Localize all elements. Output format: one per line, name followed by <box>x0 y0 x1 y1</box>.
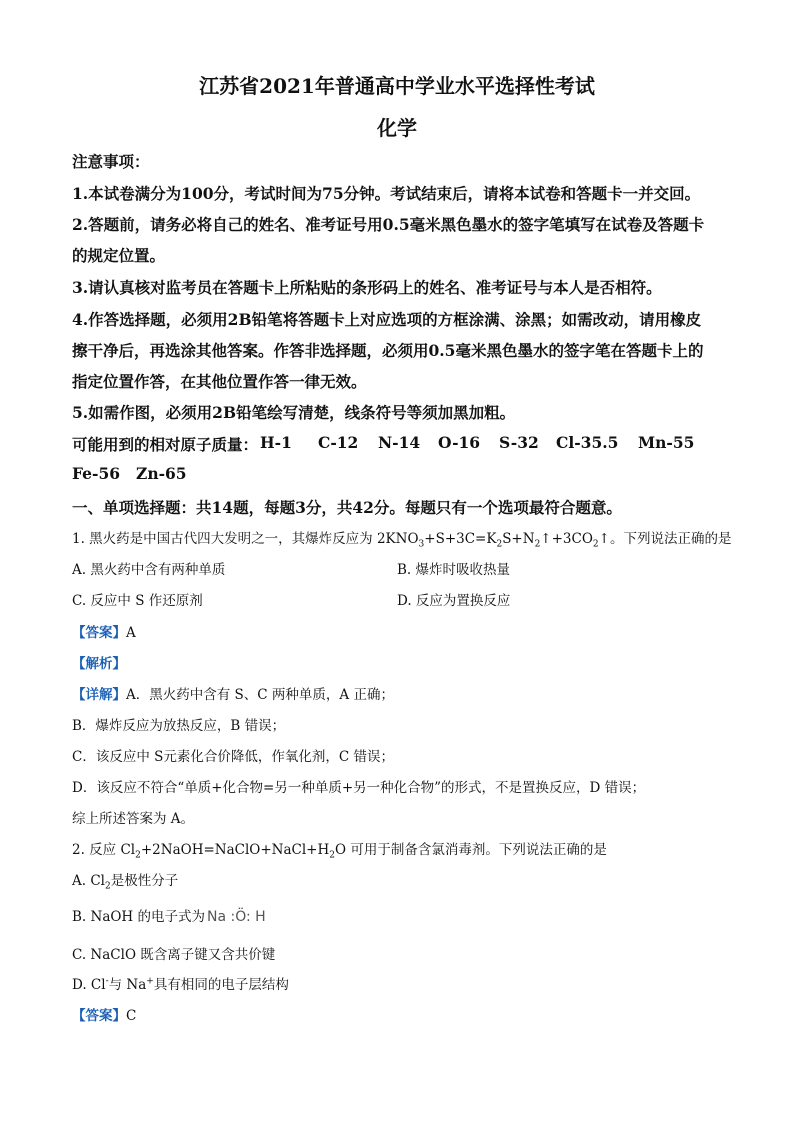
atomic-mass: H-1 <box>260 433 292 452</box>
q2-option-d: D. Cl-与 Na+具有相同的电子层结构 <box>72 976 289 993</box>
atomic-mass: Cl-35.5 <box>556 433 619 452</box>
q1-option-a: A. 黑火药中含有两种单质 <box>72 562 226 578</box>
q1-option-c: C. 反应中 S 作还原剂 <box>72 593 203 609</box>
analysis-tag: 【解析】 <box>72 656 126 672</box>
notice-item-4-cont: 擦干净后，再选涂其他答案。作答非选择题，必须用0.5毫米黑色墨水的签字笔在答题卡上的 <box>72 341 704 360</box>
answer-value: C <box>126 1008 137 1024</box>
q1-option-b: B. 爆炸时吸收热量 <box>397 562 511 578</box>
atomic-mass: Fe-56 <box>72 464 121 483</box>
q2-option-b: B. NaOH 的电子式为 Na :Ö: H <box>72 909 266 925</box>
notice-item-1: 1.本试卷满分为100分，考试时间为75分钟。考试结束后，请将本试卷和答题卡一并交回。 <box>72 184 701 203</box>
q1-detail-c: C．该反应中 S元素化合价降低，作氧化剂，C 错误； <box>72 749 394 765</box>
section-1-heading: 一、单项选择题：共14题，每题3分，共42分。每题只有一个选项最符合题意。 <box>72 498 622 517</box>
atomic-mass: O-16 <box>438 433 481 452</box>
q1-option-d: D. 反应为置换反应 <box>397 593 511 609</box>
atomic-mass: Zn-65 <box>136 464 187 483</box>
q1-detail-b: B．爆炸反应为放热反应，B 错误； <box>72 718 286 734</box>
q1-summary: 综上所述答案为 A。 <box>72 811 195 827</box>
q1-detail-d: D．该反应不符合“单质+化合物=另一种单质+另一种化合物”的形式，不是置换反应，D 错误； <box>72 780 646 796</box>
atomic-masses-label: 可能用到的相对原子质量： <box>72 435 259 454</box>
detail-tag: 【详解】 <box>72 687 126 703</box>
atomic-mass: N-14 <box>378 433 421 452</box>
exam-title: 江苏省2021年普通高中学业水平选择性考试 <box>199 74 595 98</box>
notice-heading: 注意事项： <box>72 152 150 171</box>
subject-title: 化学 <box>377 116 417 140</box>
question-2-stem: 2. 反应 $Cl_2+2NaOH=NaClO+NaCl+H_2O$ 可用于制备含氯消毒剂。下列说法正确的是 <box>72 842 607 861</box>
naoh-electron-formula: Na :Ö: H <box>207 909 266 925</box>
question-1-stem: 1. 黑火药是中国古代四大发明之一，其爆炸反应为 $2KNO_3+S+3C=K_2S+N_2↑+3CO_2↑$。下列说法正确的是 <box>72 531 732 550</box>
q2-answer <box>72 1004 732 1024</box>
notice-item-5: 5.如需作图，必须用2B铅笔绘写清楚，线条符号等须加黑加粗。 <box>72 403 516 422</box>
q2-option-a: A. $Cl_2$是极性分子 <box>72 873 179 892</box>
notice-item-2-cont: 的规定位置。 <box>72 246 166 265</box>
q1-answer <box>72 621 732 641</box>
atomic-mass: S-32 <box>499 433 539 452</box>
atomic-masses-row-2 <box>72 464 732 484</box>
answer-tag: 【答案】 <box>72 1008 126 1024</box>
notice-item-4: 4.作答选择题，必须用2B铅笔将答题卡上对应选项的方框涂满、涂黑；如需改动，请用橡皮 <box>72 310 702 329</box>
q1-analysis <box>72 652 732 672</box>
notice-item-2: 2.答题前，请务必将自己的姓名、准考证号用0.5毫米黑色墨水的签字笔填写在试卷及答题卡 <box>72 215 705 234</box>
atomic-mass: C-12 <box>318 433 359 452</box>
answer-value: A <box>126 625 136 641</box>
q2-option-c: C. NaClO 既含离子键又含共价键 <box>72 947 276 963</box>
answer-tag: 【答案】 <box>72 625 126 641</box>
atomic-masses-row-1 <box>72 433 732 453</box>
atomic-mass: Mn-55 <box>638 433 695 452</box>
notice-item-4-end: 指定位置作答，在其他位置作答一律无效。 <box>72 372 367 391</box>
q1-detail-a: 【详解】A．黑火药中含有 S、C 两种单质，A 正确； <box>72 687 394 703</box>
notice-item-3: 3.请认真核对监考员在答题卡上所粘贴的条形码上的姓名、准考证号与本人是否相符。 <box>72 278 662 297</box>
